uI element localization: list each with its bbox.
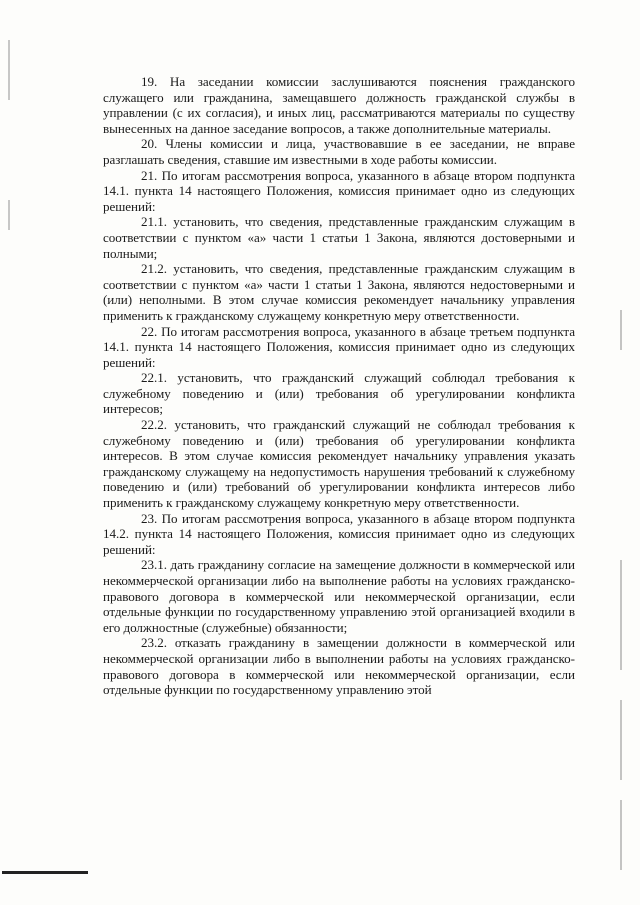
scan-edge-mark xyxy=(620,560,622,670)
scan-edge-mark xyxy=(620,700,622,780)
paragraph-23: 23. По итогам рассмотрения вопроса, указанного в абзаце втором подпункта 14.2. пункта 14 настоящего Положения, комиссия принимает одно из следующих решений: xyxy=(103,510,575,557)
scan-edge-mark xyxy=(8,40,10,100)
paragraph-21-1: 21.1. установить, что сведения, представленные гражданским служащим в соответствии с пунктом «а» части 1 статьи 1 Закона, являются достоверными и полными; xyxy=(103,214,575,261)
paragraph-21-2: 21.2. установить, что сведения, представленные гражданским служащим в соответствии с пунктом «а» части 1 статьи 1 Закона, являются недостоверными и (или) неполными. В этом случае комиссия рекомендует начальнику управления применить к гражданскому служащему конкретную меру ответственности. xyxy=(103,261,575,323)
paragraph-21: 21. По итогам рассмотрения вопроса, указанного в абзаце втором подпункта 14.1. пункта 14 настоящего Положения, комиссия принимает одно из следующих решений: xyxy=(103,167,575,214)
paragraph-22-1: 22.1. установить, что гражданский служащий соблюдал требования к служебному поведению и (или) требования об урегулировании конфликта интересов; xyxy=(103,370,575,417)
scan-edge-mark xyxy=(8,200,10,230)
paragraph-19: 19. На заседании комиссии заслушиваются пояснения гражданского служащего или гражданина, замещавшего должность гражданской службы в управлении (с их согласия), и иных лиц, рассматриваются материалы по существу вынесенных на данное заседание вопросов, а также дополнительные материалы. xyxy=(103,74,575,136)
scan-edge-mark xyxy=(620,310,622,350)
paragraph-20: 20. Члены комиссии и лица, участвовавшие в ее заседании, не вправе разглашать сведения, ставшие им известными в ходе работы комиссии. xyxy=(103,136,575,167)
paragraph-22-2: 22.2. установить, что гражданский служащий не соблюдал требования к служебному поведению и (или) требования об урегулировании конфликта интересов. В этом случае комиссия рекомендует начальнику управления указать гражданскому служащему на недопустимость нарушения требований к служебному поведению и (или) требований об урегулировании конфликта интересов либо применить к гражданскому служащему конкретную меру ответственности. xyxy=(103,417,575,511)
document-body xyxy=(103,74,575,698)
scan-edge-mark xyxy=(620,800,622,870)
paragraph-22: 22. По итогам рассмотрения вопроса, указанного в абзаце третьем подпункта 14.1. пункта 14 настоящего Положения, комиссия принимает одно из следующих решений: xyxy=(103,323,575,370)
bottom-rule xyxy=(2,871,88,874)
paragraph-23-2: 23.2. отказать гражданину в замещении должности в коммерческой или некоммерческой организации либо в выполнении работы на условиях гражданско-правового договора в коммерческой или некоммерческой организации, если отдельные функции по государственному управлению этой xyxy=(103,635,575,698)
paragraph-23-1: 23.1. дать гражданину согласие на замещение должности в коммерческой или некоммерческой организации либо на выполнение работы на условиях гражданско-правового договора в коммерческой или некоммерческой организации, если отдельные функции по государственному управлению этой организацией входили в его должностные (служебные) обязанности; xyxy=(103,557,575,635)
